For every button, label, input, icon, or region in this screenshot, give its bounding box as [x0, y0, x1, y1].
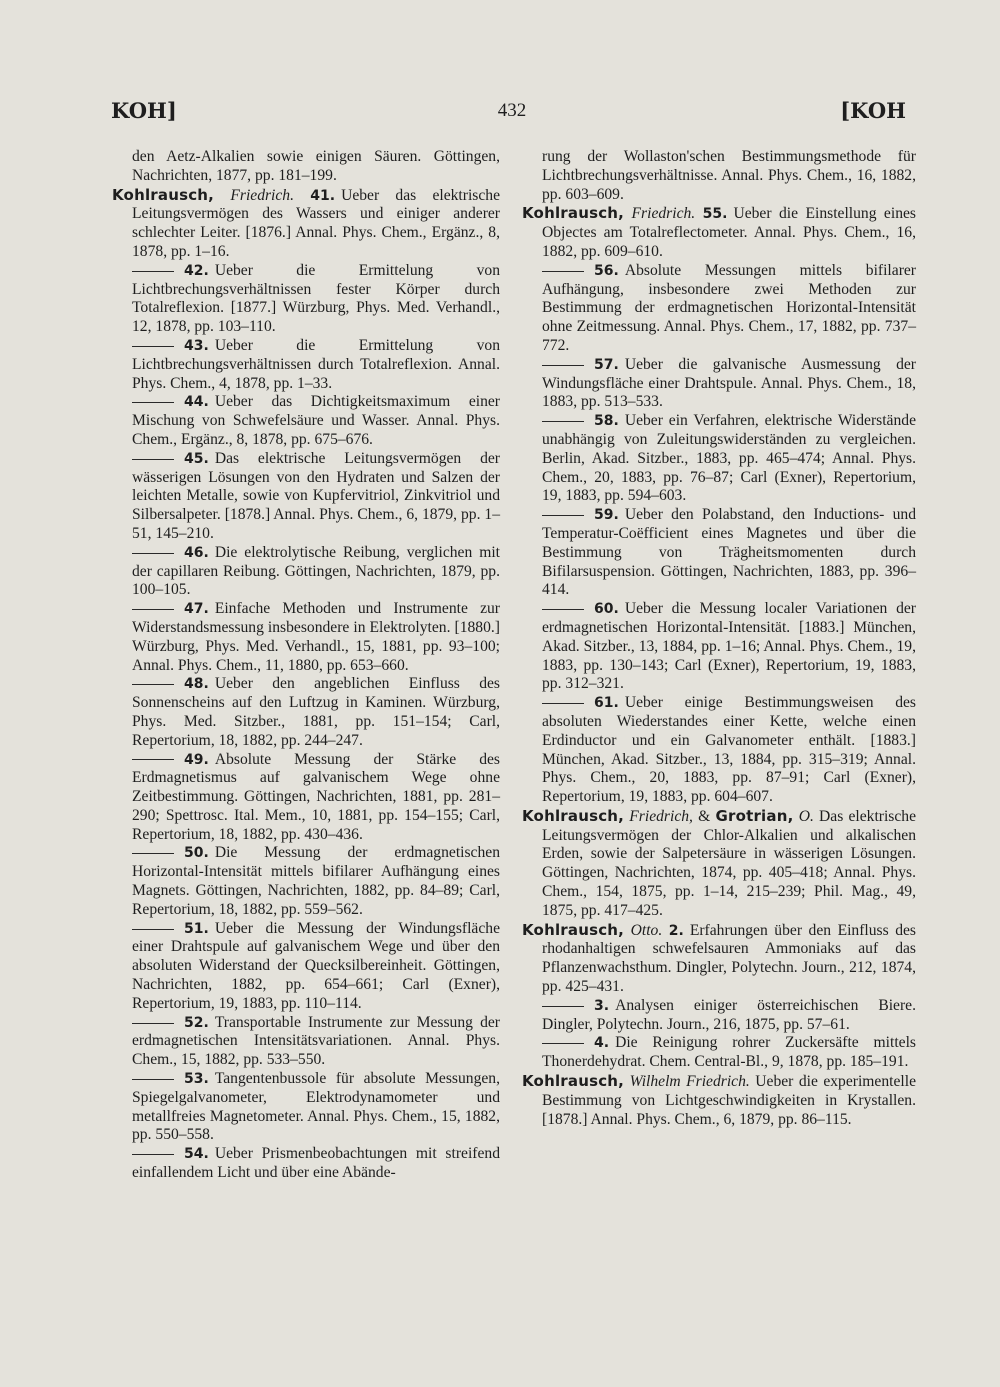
bibliography-entry	[112, 1014, 500, 1070]
ditto-dash	[132, 271, 174, 272]
author-given-name: Friedrich.	[631, 205, 696, 223]
bibliography-entry	[522, 1034, 916, 1072]
entry-text: Ueber den Polabstand, den Inductions- und Temperatur-Coëfficient eines Magnetes und über die Bestimmung von Trägheitsmomenten durch Bifilarsuspension. Göttingen, Nachrichten, 1883, pp. 396–414.	[542, 506, 916, 599]
ditto-dash	[542, 421, 584, 422]
entry-number: 57.	[594, 356, 619, 373]
entry-number: 53.	[184, 1071, 209, 1088]
entry-text: Erfahrungen über den Einfluss des rhodanhaltigen schwefelsauren Ammoniaks auf das Pflanzenwachsthum. Dingler, Polytechn. Journ., 212, 1874, pp. 425–431.	[542, 921, 916, 996]
author-given-name: Friedrich.	[230, 186, 295, 204]
running-head-right: [KOH	[840, 98, 906, 123]
bibliography-entry	[112, 544, 500, 600]
bibliography-entry	[112, 751, 500, 845]
coauthor-given-name: O.	[798, 807, 814, 825]
bibliography-entry	[522, 807, 916, 921]
entry-text: Einfache Methoden und Instrumente zur Widerstandsmessung insbesondere in Elektrolyten. [1880.] Würzburg, Phys. Med. Verhandl., 15, 1881, pp. 93–100; Annal. Phys. Chem., 11, 1880, pp. 653–660.	[132, 600, 500, 674]
bibliography-entry	[522, 600, 916, 694]
ditto-dash	[132, 553, 174, 554]
bibliography-entry	[112, 337, 500, 393]
ditto-dash	[542, 1006, 584, 1007]
entry-text: Absolute Messung der Stärke des Erdmagnetismus auf galvanischem Wege ohne Zeitbestimmung. Göttingen, Nachrichten, 1881, pp. 281–290; Spettrosc. Ital. Mem., 10, 1881, pp. 154–155; Carl, Repertorium, 18, 1882, pp. 430–436.	[132, 750, 500, 843]
ditto-dash	[132, 759, 174, 760]
ditto-dash	[132, 402, 174, 403]
page-number-text: 432	[497, 100, 527, 121]
entry-number: 51.	[184, 920, 209, 937]
entry-number: 56.	[594, 262, 619, 279]
entry-number: 3.	[594, 997, 610, 1014]
entry-text: Ueber die galvanische Ausmessung der Windungsfläche einer Drahtspule. Annal. Phys. Chem., 18, 1883, pp. 513–533.	[542, 355, 916, 411]
entry-number: 44.	[184, 394, 209, 411]
entry-text: Absolute Messungen mittels bifilarer Aufhängung, insbesondere zwei Methoden zur Bestimmung der erdmagnetischen Horizontal-Intensität ohne Zeitmessung. Annal. Phys. Chem., 17, 1882, pp. 737–772.	[542, 261, 916, 354]
entry-number: 46.	[184, 544, 209, 561]
entry-text: Ueber das elektrische Leitungsvermögen des Wassers und einiger anderer schlechter Leiter. [1876.] Annal. Phys. Chem., Ergänz., 8, 1878, pp. 1–16.	[132, 186, 500, 260]
coauthor-surname: Grotrian,	[715, 806, 794, 825]
ditto-dash	[542, 365, 584, 366]
entry-number: 54.	[184, 1146, 209, 1163]
entry-text: Die elektrolytische Reibung, verglichen mit der capillaren Reibung. Göttingen, Nachrichten, 1879, pp. 100–105.	[132, 543, 500, 599]
author-surname: Kohlrausch,	[112, 185, 215, 204]
entry-number: 4.	[594, 1035, 610, 1052]
ditto-dash	[132, 853, 174, 854]
entry-text: Ueber die experimentelle Bestimmung von Lichtgeschwindigkeiten in Krystallen. [1878.] Annal. Phys. Chem., 6, 1879, pp. 86–115.	[542, 1073, 916, 1128]
running-head-left: KOH]	[111, 98, 177, 123]
entry-text: Ueber einige Bestimmungsweisen des absoluten Wiederstandes einer Kette, welche einen Erdinductor und ein Galvanometer enthält. [1883.] München, Akad. Sitzber., 13, 1884, pp. 315–319; Annal. Phys. Chem., 20, 1883, pp. 87–91; Carl (Exner), Repertorium, 19, 1883, pp. 604–607.	[542, 694, 916, 806]
bibliography-entry	[112, 600, 500, 675]
entry-text: rung der Wollaston'schen Bestimmungsmethode für Lichtbrechungsverhältnisse. Annal. Phys. Chem., 16, 1882, pp. 603–609.	[542, 148, 916, 203]
entry-text: den Aetz-Alkalien sowie einigen Säuren. Göttingen, Nachrichten, 1877, pp. 181–199.	[132, 148, 500, 184]
ditto-dash	[542, 1043, 584, 1044]
ditto-dash	[132, 1023, 174, 1024]
entry-number: 60.	[594, 601, 619, 618]
entry-number: 42.	[184, 262, 209, 279]
entry-number: 52.	[184, 1014, 209, 1031]
author-surname: Kohlrausch,	[522, 920, 625, 939]
entry-text: Die Reinigung rohrer Zuckersäfte mittels Thonerdehydrat. Chem. Central-Bl., 9, 1878, pp. 185–191.	[542, 1034, 916, 1071]
entry-text: Transportable Instrumente zur Messung der erdmagnetischen Intensitätsvariationen. Annal. Phys. Chem., 15, 1882, pp. 533–550.	[132, 1013, 500, 1069]
author-given-name: Wilhelm Friedrich.	[629, 1073, 750, 1091]
right-column	[522, 148, 916, 1129]
coauthor-ampersand: &	[698, 807, 711, 825]
entry-text: Ueber ein Verfahren, elektrische Widerstände unabhängig von Zuleitungswiderständen zu vergleichen. Berlin, Akad. Sitzber., 1883, pp. 465–474; Annal. Phys. Chem., 20, 1883, pp. 76–87; Carl (Exner), Repertorium, 19, 1883, pp. 594–603.	[542, 412, 916, 505]
entry-number: 41.	[310, 187, 336, 204]
entry-number: 55.	[702, 206, 728, 223]
author-given-name: Otto.	[630, 921, 663, 939]
ditto-dash	[542, 271, 584, 272]
entry-text: Das elektrische Leitungsvermögen der wässerigen Lösungen von den Hydraten und Salzen der leichten Metalle, sowie von Kupfervitriol, Zinkvitriol und Silbersalpeter. [1878.] Annal. Phys. Chem., 6, 1879, pp. 1–51, 145–210.	[132, 449, 500, 542]
ditto-dash	[132, 459, 174, 460]
bibliography-entry	[112, 844, 500, 919]
entry-text: Analysen einiger österreichischen Biere. Dingler, Polytechn. Journ., 216, 1875, pp. 57–61.	[542, 996, 916, 1033]
author-surname: Kohlrausch,	[522, 1072, 625, 1091]
entry-text: Das elektrische Leitungsvermögen der Chlor-Alkalien und alkalischen Erden, sowie der Salpetersäure in wässerigen Lösungen. Göttingen, Nachrichten, 1874, pp. 405–418; Annal. Phys. Chem., 154, 1875, pp. 1–14, 215–239; Phil. Mag., 49, 1875, pp. 417–425.	[542, 807, 917, 919]
author-surname: Kohlrausch,	[522, 806, 625, 825]
ditto-dash	[132, 346, 174, 347]
bibliography-entry	[112, 1070, 500, 1145]
bibliography-entry	[112, 675, 500, 750]
entry-text: Ueber Prismenbeobachtungen mit streifend einfallendem Licht und über eine Abände-	[132, 1145, 500, 1182]
bibliography-entry	[112, 262, 500, 337]
bibliography-entry	[522, 356, 916, 412]
bibliography-entry	[522, 262, 916, 356]
author-given-name: Friedrich,	[629, 807, 693, 825]
entry-text: Ueber die Ermittelung von Lichtbrechungsverhältnissen durch Totalreflexion. Annal. Phys. Chem., 4, 1878, pp. 1–33.	[132, 336, 500, 392]
bibliography-entry	[522, 997, 916, 1035]
bibliography-entry	[112, 393, 500, 449]
bibliography-entry	[522, 506, 916, 600]
ditto-dash	[542, 609, 584, 610]
entry-text: Ueber den angeblichen Einfluss des Sonnenscheins auf den Luftzug in Kaminen. Würzburg, Phys. Med. Sitzber., 1881, pp. 151–154; Carl, Repertorium, 18, 1882, pp. 244–247.	[132, 675, 500, 749]
ditto-dash	[132, 684, 174, 685]
bibliography-entry	[522, 204, 916, 261]
entry-text: Tangentenbussole für absolute Messungen, Spiegelgalvanometer, Elektrodynamometer und metallfreies Magnetometer. Annal. Phys. Chem., 15, 1882, pp. 550–558.	[132, 1070, 500, 1144]
entry-text: Die Messung der erdmagnetischen Horizontal-Intensität mittels bifilarer Aufhängung eines Magnets. Göttingen, Nachrichten, 1882, pp. 84–89; Carl, Repertorium, 18, 1882, pp. 559–562.	[132, 844, 500, 918]
entry-text: Ueber das Dichtigkeitsmaximum einer Mischung von Schwefelsäure und Wasser. Annal. Phys. Chem., Ergänz., 8, 1878, pp. 675–676.	[132, 393, 500, 448]
entry-number: 61.	[594, 695, 619, 712]
bibliography-entry	[112, 450, 500, 544]
entry-text: Ueber die Messung der Windungsfläche einer Drahtspule auf galvanischem Wege und über den absoluten Widerstand der Quecksilbereinheit. Göttingen, Nachrichten, 1882, pp. 654–661; Carl (Exner), Repertorium, 19, 1883, pp. 110–114.	[132, 919, 500, 1012]
entry-number: 47.	[184, 601, 209, 618]
bibliography-entry	[522, 921, 916, 997]
entry-text: Ueber die Messung localer Variationen der erdmagnetischen Horizontal-Intensität. [1883.] München, Akad. Sitzber., 13, 1884, pp. 1–16; Annal. Phys. Chem., 19, 1883, pp. 130–143; Carl (Exner), Repertorium, 19, 1883, pp. 312–321.	[542, 600, 916, 693]
ditto-dash	[542, 703, 584, 704]
entry-number: 43.	[184, 337, 209, 354]
author-surname: Kohlrausch,	[522, 204, 625, 223]
entry-number: 58.	[594, 413, 619, 430]
left-column	[112, 148, 500, 1183]
bibliography-entry	[112, 1145, 500, 1183]
bibliography-entry	[112, 186, 500, 262]
ditto-dash	[132, 1154, 174, 1155]
bibliography-entry	[112, 920, 500, 1014]
ditto-dash	[132, 609, 174, 610]
entry-number: 50.	[184, 845, 209, 862]
entry-number: 45.	[184, 450, 209, 467]
bibliography-entry	[522, 694, 916, 807]
entry-number: 48.	[184, 676, 209, 693]
ditto-dash	[542, 515, 584, 516]
entry-continuation	[112, 148, 500, 186]
ditto-dash	[132, 929, 174, 930]
ditto-dash	[132, 1079, 174, 1080]
bibliography-entry	[522, 1072, 916, 1129]
entry-continuation	[522, 148, 916, 204]
bibliography-entry	[522, 412, 916, 506]
entry-number: 2.	[668, 922, 684, 939]
entry-number: 59.	[594, 507, 619, 524]
entry-text: Ueber die Einstellung eines Objectes am Totalreflectometer. Annal. Phys. Chem., 16, 1882, pp. 609–610.	[542, 205, 916, 260]
entry-text: Ueber die Ermittelung von Lichtbrechungsverhältnissen fester Körper durch Totalreflexion. [1877.] Würzburg, Phys. Med. Verhandl., 12, 1878, pp. 103–110.	[132, 261, 500, 336]
entry-number: 49.	[184, 751, 209, 768]
